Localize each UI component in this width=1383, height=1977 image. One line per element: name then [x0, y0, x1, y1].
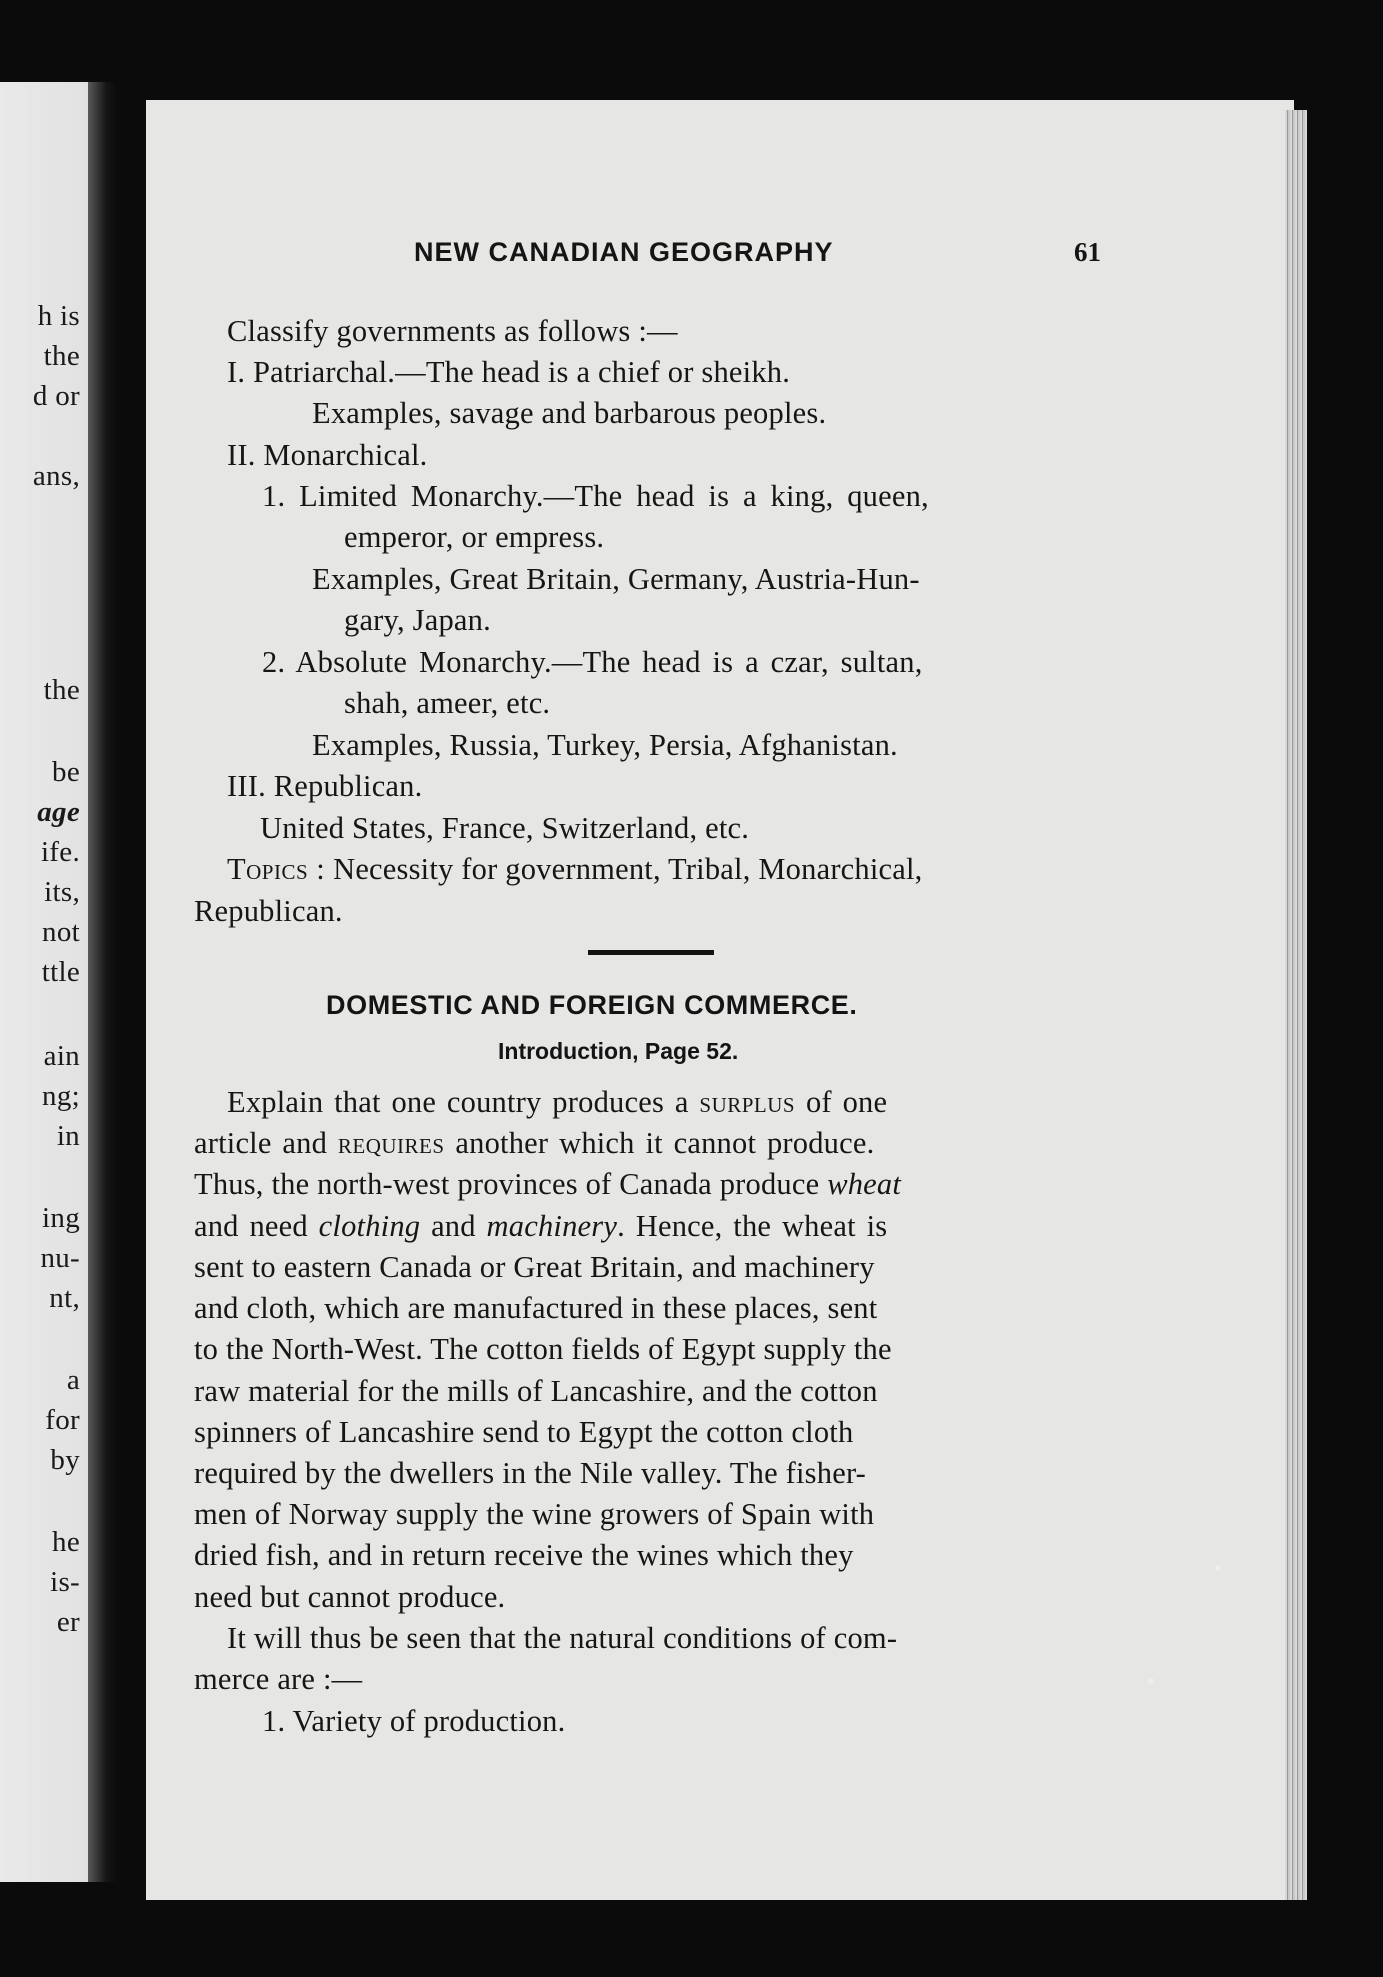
- italic-term: wheat: [827, 1167, 902, 1201]
- body-line: and cloth, which are manufactured in these places, sent: [194, 1291, 878, 1325]
- left-fragment: be: [52, 756, 80, 788]
- page-number: 61: [1074, 237, 1101, 267]
- text-line: II. Monarchical.: [227, 438, 428, 472]
- body-text: . Hence, the wheat is: [617, 1209, 888, 1243]
- section-subtitle: Introduction, Page 52.: [498, 1038, 739, 1064]
- body-line: [194, 1209, 887, 1244]
- body-line: dried fish, and in return receive the wines which they: [194, 1538, 854, 1572]
- text-line: I. Patriarchal.—The head is a chief or sheikh.: [227, 355, 791, 389]
- left-fragment: ttle: [41, 956, 80, 988]
- left-fragment: ife.: [40, 836, 80, 868]
- topics-line: [227, 852, 923, 887]
- left-fragment: for: [45, 1404, 80, 1436]
- body-line: spinners of Lancashire send to Egypt the cotton cloth: [194, 1415, 854, 1449]
- section-title: DOMESTIC AND FOREIGN COMMERCE.: [326, 990, 858, 1020]
- body-line: merce are :—: [194, 1662, 363, 1696]
- text-line: shah, ameer, etc.: [344, 686, 551, 720]
- section-rule: [588, 950, 714, 955]
- body-text: and: [431, 1209, 476, 1243]
- left-fragment: nu-: [40, 1242, 80, 1274]
- left-fragment: he: [52, 1526, 80, 1558]
- body-text: Explain that one country produces a: [227, 1085, 689, 1119]
- body-line: [227, 1085, 887, 1120]
- body-line: sent to eastern Canada or Great Britain, and machinery: [194, 1250, 875, 1284]
- body-line: required by the dwellers in the Nile valley. The fisher-: [194, 1456, 867, 1490]
- small-caps-term: surplus: [699, 1085, 796, 1119]
- body-text: and need: [194, 1209, 308, 1243]
- left-fragment: a: [66, 1364, 80, 1396]
- body-line: [194, 1126, 874, 1161]
- body-line: 1. Variety of production.: [262, 1704, 566, 1738]
- topics-text: Necessity for government, Tribal, Monarchical,: [333, 852, 923, 886]
- left-fragment: er: [56, 1606, 80, 1638]
- left-fragment: not: [42, 916, 80, 948]
- left-fragment: the: [43, 674, 80, 706]
- left-fragment: its,: [44, 876, 80, 908]
- text-line: Examples, Russia, Turkey, Persia, Afghanistan.: [312, 728, 898, 762]
- facing-page: [0, 82, 118, 1882]
- body-text: another which it cannot produce.: [455, 1126, 875, 1160]
- text-line: Classify governments as follows :—: [227, 314, 678, 348]
- left-fragment: ing: [42, 1202, 80, 1234]
- left-fragment: ng;: [42, 1080, 80, 1112]
- left-fragment: ans,: [32, 460, 80, 492]
- body-line: It will thus be seen that the natural conditions of com-: [227, 1621, 898, 1655]
- left-fragment: in: [56, 1120, 80, 1152]
- body-line: to the North-West. The cotton fields of Egypt supply the: [194, 1332, 892, 1366]
- body-text: Thus, the north-west provinces of Canada produce: [194, 1167, 820, 1201]
- text-line: emperor, or empress.: [344, 520, 605, 554]
- body-line: men of Norway supply the wine growers of Spain with: [194, 1497, 875, 1531]
- left-fragment: age: [37, 796, 80, 828]
- text-line: Examples, Great Britain, Germany, Austria-Hun-: [312, 562, 920, 596]
- italic-term: clothing: [318, 1209, 421, 1243]
- body-text: article and: [194, 1126, 328, 1160]
- text-line: 2. Absolute Monarchy.—The head is a czar, sultan,: [262, 645, 923, 679]
- small-caps-term: requires: [337, 1126, 445, 1160]
- topics-label: Topics :: [227, 852, 326, 886]
- left-fragment: is-: [50, 1566, 80, 1598]
- text-line: 1. Limited Monarchy.—The head is a king, queen,: [262, 479, 929, 513]
- text-line: gary, Japan.: [344, 603, 491, 637]
- left-fragment: h is: [37, 300, 80, 332]
- text-line: United States, France, Switzerland, etc.: [260, 811, 750, 845]
- speck: [1215, 1565, 1221, 1571]
- book-spine-shadow: [88, 82, 118, 1882]
- text-line: III. Republican.: [227, 769, 423, 803]
- left-fragment: nt,: [49, 1282, 80, 1314]
- body-line: [194, 1167, 901, 1202]
- italic-term: machinery: [486, 1209, 618, 1243]
- topics-continued: Republican.: [194, 894, 343, 928]
- text-line: Examples, savage and barbarous peoples.: [312, 396, 827, 430]
- left-fragment: ain: [43, 1040, 80, 1072]
- running-header: NEW CANADIAN GEOGRAPHY: [414, 237, 834, 267]
- body-text: of one: [805, 1085, 888, 1119]
- body-line: raw material for the mills of Lancashire, and the cotton: [194, 1374, 878, 1408]
- page-edge: [1285, 110, 1307, 1900]
- left-fragment: by: [50, 1444, 80, 1476]
- speck: [1148, 1678, 1154, 1684]
- left-fragment: d or: [32, 380, 80, 412]
- left-fragment: the: [43, 340, 80, 372]
- body-line: need but cannot produce.: [194, 1580, 506, 1614]
